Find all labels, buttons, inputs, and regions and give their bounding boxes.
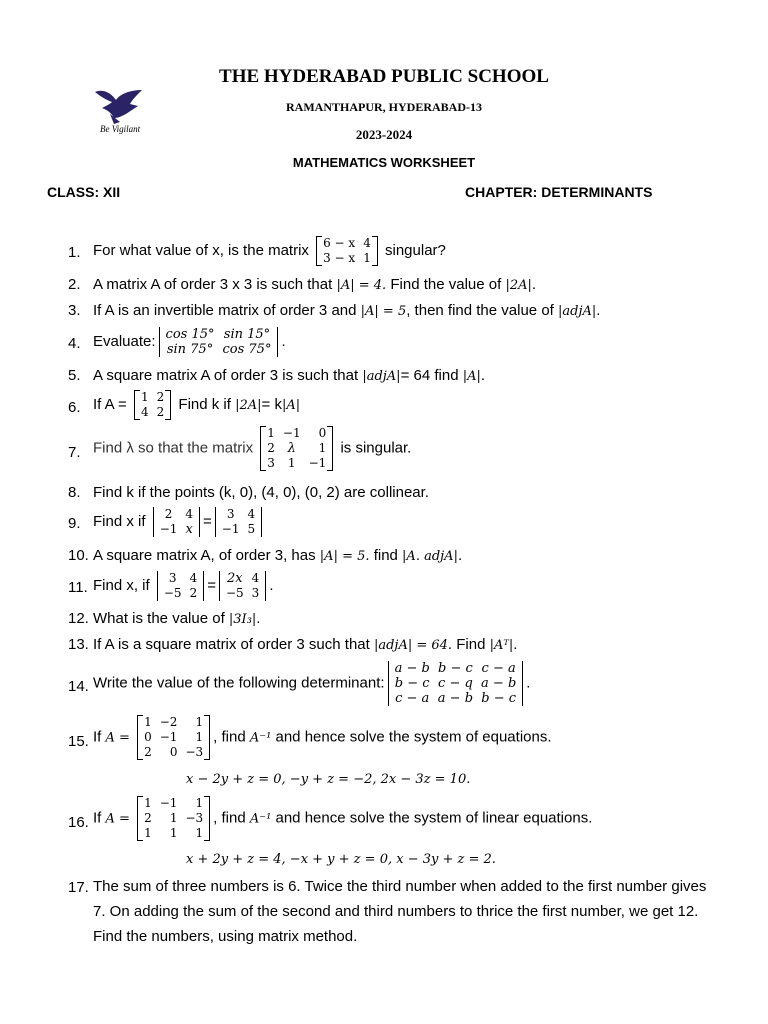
q3-number: 3. <box>68 302 81 319</box>
question-12: What is the value of |3I₃|. <box>93 610 261 627</box>
q7-matrix: 1 −1 0 2 λ 1 3 1 −1 <box>260 426 333 471</box>
class-label: CLASS: XII <box>47 184 121 200</box>
q11-determinant-left: 3 4 −5 2 <box>157 571 204 601</box>
question-17: The sum of three numbers is 6. Twice the third number when added to the first number gives 7. On adding the sum of the second and third numbers to thrice the first number, we get 12. Find the numbers, using matrix method. <box>93 878 707 945</box>
q11-determinant-right: 2x 4 −5 3 <box>219 571 266 601</box>
q16-number: 16. <box>68 814 89 831</box>
q15-number: 15. <box>68 733 89 750</box>
q16-system-equations: x + 2y + z = 4, −x + y + z = 0, x − 3y + z = 2. <box>186 852 496 867</box>
question-15: If A = 1 −2 1 0 −1 1 2 0 −3 , find A⁻¹ and hence solve the system of equations. <box>93 715 552 759</box>
question-4: Evaluate: cos 15° sin 15° sin 75° cos 75° . <box>93 327 286 357</box>
q10-number: 10. <box>68 547 89 564</box>
question-7: Find λ so that the matrix 1 −1 0 2 λ 1 3 1 −1 is singular. <box>93 426 412 470</box>
question-3: If A is an invertible matrix of order 3 and |A| = 5, then find the value of |adjA|. <box>93 302 601 319</box>
question-13: If A is a square matrix of order 3 such that |adjA| = 64. Find |Aᵀ|. <box>93 636 518 653</box>
q1-matrix: 6 − x 4 3 − x 1 <box>316 236 378 266</box>
q6-matrix: 1 2 4 2 <box>134 390 171 420</box>
q1-number: 1. <box>68 244 81 261</box>
q14-determinant: a − b b − c c − a b − c c − q a − b c − a a − b b − c <box>388 661 524 706</box>
q4-number: 4. <box>68 335 81 352</box>
q13-number: 13. <box>68 636 89 653</box>
q14-number: 14. <box>68 678 89 695</box>
school-name: THE HYDERABAD PUBLIC SCHOOL <box>219 66 549 87</box>
question-9: Find x if 2 4 −1 x = 3 4 −1 5 <box>93 507 265 537</box>
worksheet-title: MATHEMATICS WORKSHEET <box>292 155 476 170</box>
question-1: For what value of x, is the matrix 6 − x 4 3 − x 1 singular? <box>93 236 446 265</box>
question-5: A square matrix A of order 3 is such that |adjA|= 64 find |A|. <box>93 367 486 384</box>
question-10: A square matrix A, of order 3, has |A| = 5. find |A. adjA|. <box>93 547 463 564</box>
q5-number: 5. <box>68 367 81 384</box>
q6-number: 6. <box>68 399 81 416</box>
question-8: Find k if the points (k, 0), (4, 0), (0, 2) are collinear. <box>93 484 429 501</box>
question-11: Find x, if 3 4 −5 2 = 2x 4 −5 3 . <box>93 571 274 600</box>
q15-matrix: 1 −2 1 0 −1 1 2 0 −3 <box>137 715 210 760</box>
q9-determinant-right: 3 4 −1 5 <box>215 507 262 537</box>
motto: Be Vigilant <box>100 124 141 134</box>
question-6: If A = 1 2 4 2 Find k if |2A|= k|A| <box>93 390 301 419</box>
question-16: If A = 1 −1 1 2 1 −3 1 1 1 , find A⁻¹ and hence solve the system of linear equations. <box>93 796 593 840</box>
q7-number: 7. <box>68 444 81 461</box>
school-address: RAMANTHAPUR, HYDERABAD-13 <box>286 100 482 114</box>
q12-number: 12. <box>68 610 89 627</box>
q8-number: 8. <box>68 484 81 501</box>
q17-number: 17. <box>68 879 89 896</box>
academic-year: 2023-2024 <box>355 127 413 142</box>
q16-matrix: 1 −1 1 2 1 −3 1 1 1 <box>137 796 210 841</box>
question-2: A matrix A of order 3 x 3 is such that |A| = 4. Find the value of |2A|. <box>93 276 537 293</box>
q15-system-equations: x − 2y + z = 0, −y + z = −2, 2x − 3z = 10. <box>186 772 471 787</box>
q9-determinant-left: 2 4 −1 x <box>153 507 200 537</box>
q4-determinant: cos 15° sin 15° sin 75° cos 75° <box>159 327 279 357</box>
q2-number: 2. <box>68 276 81 293</box>
chapter-label: CHAPTER: DETERMINANTS <box>465 184 653 200</box>
q9-number: 9. <box>68 515 81 532</box>
question-14: Write the value of the following determinant: a − b b − c c − a b − c c − q a − b c − a a − b b − c . <box>93 661 531 706</box>
q11-number: 11. <box>68 579 88 596</box>
